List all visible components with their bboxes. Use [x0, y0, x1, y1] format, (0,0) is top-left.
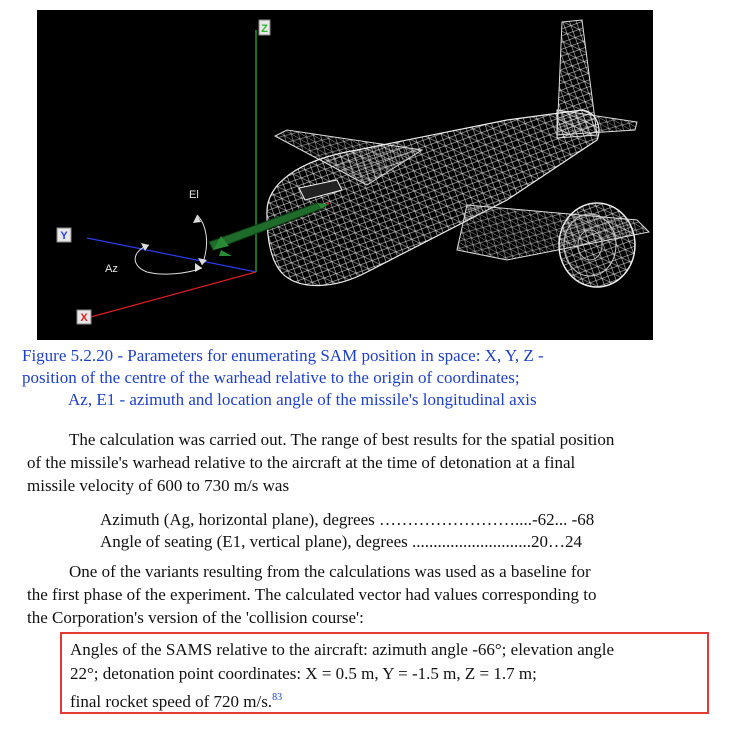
az-label: Az	[105, 263, 118, 275]
figure-caption	[22, 345, 712, 411]
z-axis-label	[259, 20, 270, 35]
seating-result: Angle of seating (E1, vertical plane), degrees ............................20…24	[100, 532, 583, 551]
x-axis-line	[87, 272, 256, 318]
svg-text:Y: Y	[60, 230, 68, 242]
caption-line: Figure 5.2.20 - Parameters for enumerating SAM position in space: X, Y, Z -	[22, 346, 544, 365]
highlight-line: Angles of the SAMS relative to the aircraft: azimuth angle -66°; elevation angle	[70, 640, 615, 659]
caption-line: position of the centre of the warhead relative to the origin of coordinates;	[22, 368, 520, 387]
paragraph-variants	[27, 560, 707, 629]
elevation-arc	[197, 215, 207, 265]
figure-image	[37, 10, 653, 340]
y-axis-label	[57, 228, 71, 242]
azimuth-result: Azimuth (Ag, horizontal plane), degrees ……………………....-62... -68	[100, 510, 595, 529]
highlight-line: 22°; detonation point coordinates: X = 0.5 m, Y = -1.5 m, Z = 1.7 m;	[70, 664, 537, 683]
svg-text:Z: Z	[261, 23, 268, 35]
highlight-line	[70, 686, 703, 714]
highlight-text: final rocket speed of 720 m/s.	[70, 692, 273, 711]
paragraph-line: missile velocity of 600 to 730 m/s was	[27, 476, 290, 495]
svg-text:X: X	[80, 312, 88, 324]
paragraph-line: The calculation was carried out. The range of best results for the spatial position	[69, 430, 615, 449]
footnote-ref[interactable]: 83	[272, 692, 283, 703]
paragraph-calculation	[27, 428, 707, 497]
el-label: El	[189, 189, 199, 201]
paragraph-line: the first phase of the experiment. The calculated vector had values corresponding to	[27, 585, 597, 604]
paragraph-line: of the missile's warhead relative to the aircraft at the time of detonation at a final	[27, 453, 576, 472]
caption-line: Az, E1 - azimuth and location angle of the missile's longitudinal axis	[68, 390, 537, 409]
x-axis-label	[77, 310, 91, 324]
paragraph-line: One of the variants resulting from the calculations was used as a baseline for	[69, 562, 591, 581]
engine	[559, 203, 635, 287]
paragraph-line: the Corporation's version of the 'collision course':	[27, 608, 364, 627]
aircraft-wireframe-diagram	[37, 10, 653, 340]
highlight-box	[60, 632, 709, 714]
